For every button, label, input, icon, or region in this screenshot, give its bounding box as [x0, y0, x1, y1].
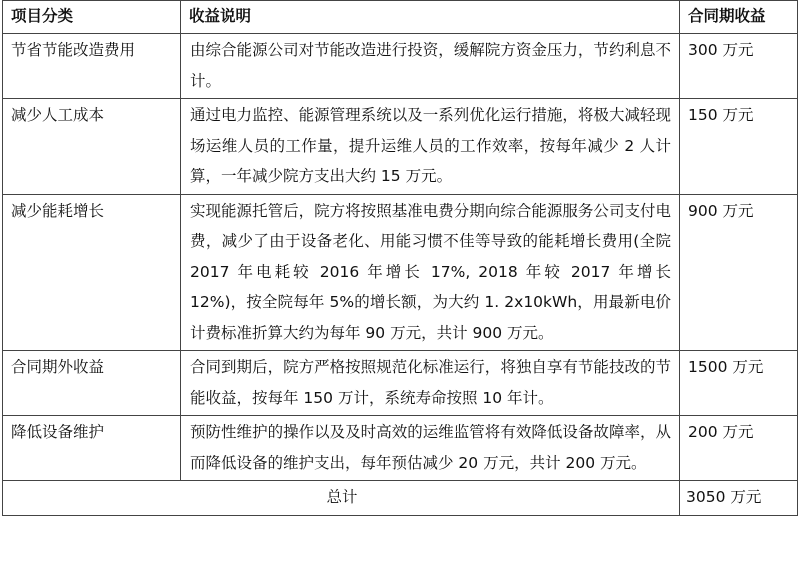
- row-category: 降低设备维护: [3, 416, 181, 481]
- row-category: 节省节能改造费用: [3, 34, 181, 99]
- row-gain: 900 万元: [680, 194, 798, 351]
- table-row: [3, 194, 798, 351]
- table-row: [3, 99, 798, 195]
- row-gain: 300 万元: [680, 34, 798, 99]
- benefits-table: [2, 0, 798, 516]
- table-row: [3, 416, 798, 481]
- row-description: 通过电力监控、能源管理系统以及一系列优化运行措施，将极大减轻现场运维人员的工作量，提升运维人员的工作效率，按每年减少 2 人计算，一年减少院方支出大约 15 万元。: [181, 99, 680, 195]
- row-description: 实现能源托管后，院方将按照基准电费分期向综合能源服务公司支付电费，减少了由于设备老化、用能习惯不佳等导致的能耗增长费用(全院 2017 年电耗较 2016 年增长 17%, 2018 年较 2017 年增长 12%)，按全院每年 5%的增长额，为大约 1. 2x10kWh，用最新电价计费标准折算大约为每年 90 万元，共计 900 万元。: [181, 194, 680, 351]
- total-row: [3, 481, 798, 516]
- row-description: 预防性维护的操作以及及时高效的运维监管将有效降低设备故障率，从而降低设备的维护支出，每年预估减少 20 万元，共计 200 万元。: [181, 416, 680, 481]
- header-description: 收益说明: [181, 1, 680, 34]
- row-category: 减少能耗增长: [3, 194, 181, 351]
- table-row: [3, 34, 798, 99]
- row-category: 合同期外收益: [3, 351, 181, 416]
- row-description: 由综合能源公司对节能改造进行投资，缓解院方资金压力，节约利息不计。: [181, 34, 680, 99]
- total-value: 3050 万元: [680, 481, 798, 516]
- header-category: 项目分类: [3, 1, 181, 34]
- row-gain: 150 万元: [680, 99, 798, 195]
- row-gain: 200 万元: [680, 416, 798, 481]
- row-category: 减少人工成本: [3, 99, 181, 195]
- total-label: 总计: [3, 481, 680, 516]
- row-gain: 1500 万元: [680, 351, 798, 416]
- row-description: 合同到期后，院方严格按照规范化标准运行，将独自享有节能技改的节能收益，按每年 150 万计，系统寿命按照 10 年计。: [181, 351, 680, 416]
- header-contract-gain: 合同期收益: [680, 1, 798, 34]
- header-row: [3, 1, 798, 34]
- table-row: [3, 351, 798, 416]
